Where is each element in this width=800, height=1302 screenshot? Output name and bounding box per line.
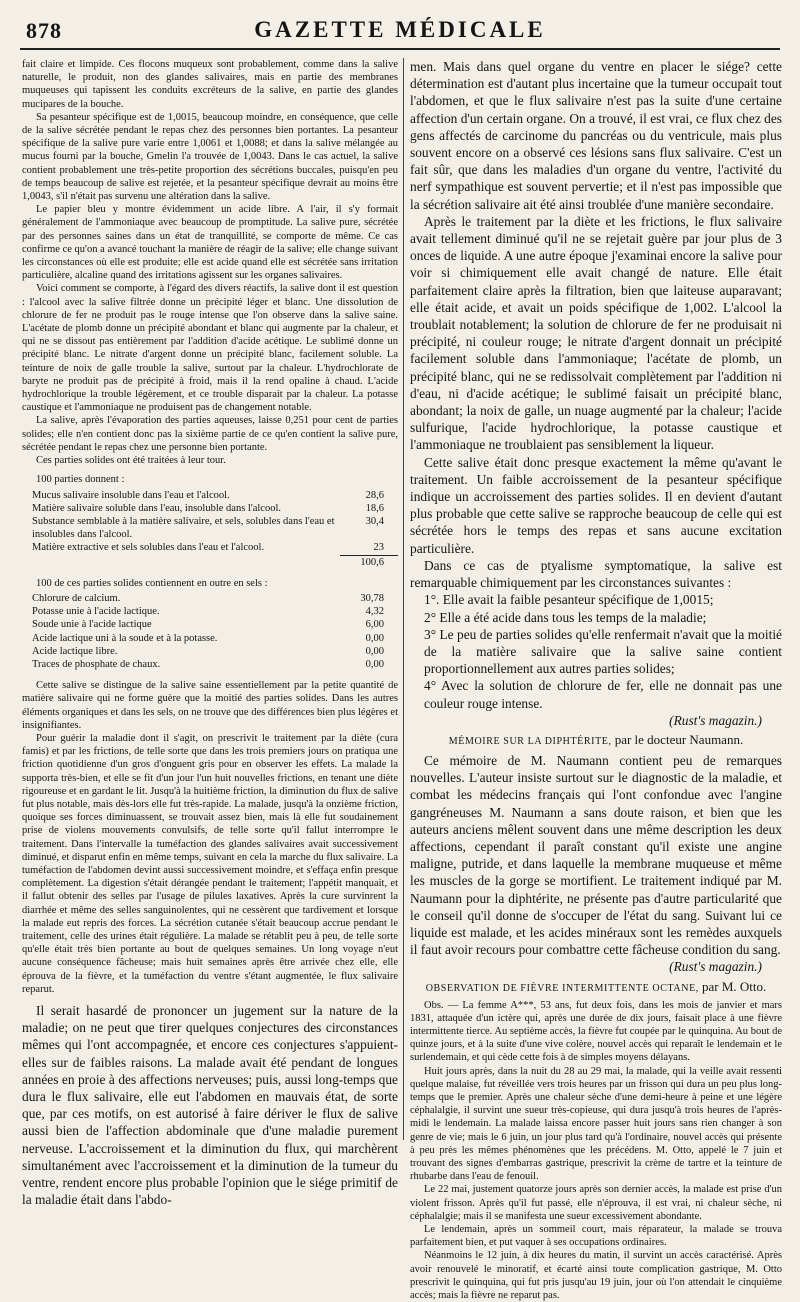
journal-title: GAZETTE MÉDICALE <box>254 17 546 42</box>
paragraph: Néanmoins le 12 juin, à dix heures du matin, il survint un accès caractérisé. Après avoir renouvelé le minoratif, et écarté ainsi toute complication gastrique, M. Otto prescrivit le quinquina, qui fut pris jusqu'au 19 juin, jour où l'on attendait le cinquième accès; mais la fièvre ne reparut pas. <box>410 1250 782 1302</box>
table-row: Traces de phosphate de chaux. 0,00 <box>32 658 384 670</box>
right-column <box>410 58 782 1302</box>
paragraph: Cette salive se distingue de la salive saine essentiellement par la petite quantité de matière salivaire qui ne forme guère que la moitié des parties solides. Dans les autres éléments organiques et dans les sels, on ne trouve que des différences bien plus légères et insignifiantes. <box>22 680 398 731</box>
paragraph: fait claire et limpide. Ces flocons muqueux sont probablement, comme dans la salive naturelle, le produit, non des glandes salivaires, mais en partie des membranes muqueuses qui tapissent les conduits excréteurs de la salive, en partie des glandes mucipares de la bouche. <box>22 59 398 110</box>
section-author: par M. Otto. <box>702 978 767 994</box>
column-divider <box>403 58 404 1140</box>
paragraph: Il serait hasardé de prononcer un jugement sur la nature de la maladie; on ne peut que tirer quelques conjectures des circonstances mêmes qui l'ont accompagnée, et encore ces conjectures s'appuient-elles sur de faibles raisons. La malade avait été pendant de longues années en proie à des affections nerveuses; puis, aussi long-temps que dura le flux salivaire, elle eut l'abdomen en mauvais état, de sorte que, par ces motifs, on est autorisé à faire dériver le flux de salive aussi bien de l'affection abdominale que d'une maladie purement nerveuse. L'accroissement et la diminution du flux, qui marchèrent simultanément avec l'accroissement et la diminution de la tumeur du ventre, rendent encore plus probable l'opinion que le siége primitif de la maladie était dans l'abdo- <box>22 1003 398 1208</box>
table-row: Acide lactique uni à la soude et à la potasse. 0,00 <box>32 632 384 644</box>
section-author: par le docteur Naumann. <box>614 731 744 747</box>
composition-table <box>22 489 398 569</box>
table-title: 100 parties donnent : <box>36 474 125 486</box>
paragraph: Ce mémoire de M. Naumann contient peu de remarques nouvelles. L'auteur insiste surtout sur le diagnostic de la maladie, et combat les médecins français qui l'ont confondue avec l'angine gangréneuses M. Naumann a sans doute raison, et bien que les auteurs anciens mêlent souvent dans une même description les deux affections, cependant il paraît constant qu'il existe une angine maligne, putride, et dans laquelle la membrane muqueuse et même les muscles de la gorge se mortifient. Le traitement indiqué par M. Naumann pour la diphtérite, ne présente pas d'autre particularité que le conseil qu'il donne de s'occuper de l'état du sang. Suivant lui ce liquide est malade, et les acides minéraux sont les remèdes auxquels il faut avoir recours pour combattre cette fâcheuse condition du sang. <box>410 752 782 958</box>
paragraph: Cette salive était donc presque exactement la même qu'avant le traitement. Un faible accroissement de la pesanteur spécifique indique un accroissement des parties solides. Il en devient d'autant plus probable que cette salive se rapproche beaucoup de celle qui est sécrétée hors le temps des repas et sans aucune excitation particulière. <box>410 454 782 556</box>
list-item: 4° Avec la solution de chlorure de fer, elle ne donnait pas une couleur rouge intense. <box>424 678 782 711</box>
source-citation: (Rust's magazin.) <box>669 712 762 728</box>
table-row: Soude unie à l'acide lactique 6,00 <box>32 619 384 631</box>
left-column <box>22 58 398 1208</box>
paragraph: men. Mais dans quel organe du ventre en placer le siége? cette détermination est d'autant plus incertaine que la tumeur occupait tout l'abdomen, et que le flux salivaire n'est pas la suite d'une certaine affection d'un certain organe. On a trouvé, il est vrai, ce flux chez des gens affectés de carcinome du pancréas ou du ventricule, mais plus souvent encore on a observé ces lésions sans flux salivaire. C'est un fait sûr, que dans les maladies d'un organe du ventre, l'activité du nerf sympathique est souvent pervertie; et il n'est pas impossible que la sécrétion salivaire ait été ainsi troublée d'une manière secondaire. <box>410 59 782 212</box>
source-citation: (Rust's magazin.) <box>669 959 762 975</box>
paragraph: Voici comment se comporte, à l'égard des divers réactifs, la salive dont il est question : l'alcool avec la salive filtrée donne un précipité léger et blanc. Une dissolution de chlorure de fer ne produit pas le rouge intense que l'on observe dans la salive saine. L'acétate de plomb donne un précipité abondant et blanc qui augmente par la chaleur, et qui ne se dissout pas entièrement par l'addition d'acide acétique. Le sublimé donne un précipité blanc. Le nitrate d'argent donne un précipité blanc, facilement soluble. La teinture de noix de galle trouble la salive, surtout par la chaleur. L'hydrochlorate de baryte ne produit pas de précipité à froid, mais il la rend opaline à chaud. L'acide hydrochlorique la trouble légèrement, et ce trouble disparait par la chaleur. La potasse caustique et l'ammoniaque ne produisent pas de changement notable. <box>22 283 398 414</box>
section-title: OBSERVATION DE FIÈVRE INTERMITTENTE OCTANE, <box>425 982 699 994</box>
paragraph: Dans ce cas de ptyalisme symptomatique, la salive est remarquable chimiquement par les circonstances suivantes : <box>410 557 782 591</box>
paragraph: Huit jours après, dans la nuit du 28 au 29 mai, la malade, qui la veille avait ressenti quelque malaise, fut réveillée vers trois heures par un frisson qui dura un peu plus long-temps que le premier. Après une chaleur sèche d'une demi-heure à peine et une légère céphalalgie, il survint une sueur très-copieuse, qui dura jusqu'à trois heures de l'après-midi le lendemain. La malade laissa encore passer huit jours sans rien changer à son genre de vie; mais le 6 juin, un jour plus tard qu'à l'ordinaire, nouvel accès qui présente à peu près les mêmes phénomènes que les précédens. M. Otto, appelé le 7 juin et trouvant des signes d'embarras gastrique, prescrivit la crème de tartre et la teinture de rhubarbe dans l'eau de fenouil. <box>410 1065 782 1183</box>
section-heading <box>410 980 782 996</box>
section-heading <box>410 733 782 749</box>
table-total-row: 100,6 <box>22 555 398 569</box>
table-row: Substance semblable à la matière salivaire, et sels, solubles dans l'eau et insolubles dans l'alcool. 30,4 <box>32 515 384 541</box>
paragraph: Le lendemain, après un sommeil court, mais réparateur, la malade se trouva parfaitement bien, et put vaquer à ses occupations ordinaires. <box>410 1224 782 1249</box>
findings-list <box>410 591 782 711</box>
page-header <box>20 10 780 50</box>
section-title: MÉMOIRE SUR LA DIPHTÉRITE, <box>448 735 612 747</box>
table-row: Acide lactique libre. 0,00 <box>32 645 384 657</box>
paragraph: Le papier bleu y montre évidemment un acide libre. A l'air, il s'y formait généralement de l'ammoniaque avec beaucoup de promptitude. La salive pure, sécrétée par des personnes saines dans un état de tranquillité, se comporte de même. Ce cas confirme ce qu'on a avancé touchant la manière de réagir de la salive; elle change suivant les circonstances où elle est produite; elle est acide quand elle est sécrétée sans irritation particulière, alcaline quand des irritations agissent sur les organes salivaires. <box>22 204 398 282</box>
paragraph: Le 22 mai, justement quatorze jours après son dernier accès, la malade est prise d'un violent frisson. Après qu'il fut passé, elle n'éprouva, il est vrai, ni chaleur sèche, ni céphalalgie; mais il se manifesta une sueur excessivement abondante. <box>410 1184 782 1222</box>
paragraph: Après le traitement par la diète et les frictions, le flux salivaire avait tellement diminué qu'il ne se rejetait guère par jour plus de 3 onces de liquide. A une autre époque j'examinai encore la salive pour voir si chimiquement elle avait changé de nature. Elle était parfaitement claire après la filtration, bien que laiteuse auparavant; elle était acide, et avait un poids spécifique de 1,002. L'alcool la troublait notablement; la solution de chlorure de fer ne produisait ni précipité, ni couleur rouge; le nitrate d'argent donnait un précipité facilement soluble dans l'ammoniaque; l'acétate de plomb, un précipité blanc, qui ne se redissolvait complètement par l'addition ni d'eau, ni d'acide acétique; le sublimé faisait un précipité blanc, abondant; la noix de galle, un nuage augmenté par la chaleur; l'acide sulfurique, l'acide hydrochlorique, la potasse caustique et l'ammoniaque ne troublaient pas sensiblement la liqueur. <box>410 213 782 453</box>
table-row: Chlorure de calcium. 30,78 <box>32 592 384 604</box>
table-title: 100 de ces parties solides contiennent en outre en sels : <box>36 577 268 589</box>
table-row: Potasse unie à l'acide lactique. 4,32 <box>32 606 384 618</box>
table-row: Mucus salivaire insoluble dans l'eau et l'alcool. 28,6 <box>32 489 384 501</box>
paragraph: Obs. — La femme A***, 53 ans, fut deux fois, dans les mois de janvier et mars 1831, attaquée d'un ictère qui, après une durée de dix jours, faisait place à une fièvre intermittente tierce. Au septième accès, la fièvre fut coupée par le quinquina. Au bout de quinze jours, et à la suite d'une vive colère, nouvel accès qui reparaît le lendemain et le surlendemain, et qui cède cette fois à de simples moyens délayans. <box>410 999 782 1064</box>
paragraph: Pour guérir la maladie dont il s'agit, on prescrivit le traitement par la diète (cura famis) et par les frictions, de telle sorte que dans les trois premiers jours on pratiqua une friction quotidienne d'un gros d'onguent gris pour en observer les effets. La malade la supporta très-bien, et elle se fit d'un jour l'un huit nouvelles frictions, en tenant une diète rigoureuse et en gardant le lit. Jusqu'à la huitième friction, la diminution du flux de salive fut plus notable, mais dès-lors elle fut très-rapide. La malade, jusqu'à la onzième friction, quoique ses forces diminuassent, se trouvait assez bien, mais là elle fut soudainement prise de violens mouvements convulsifs, de telle sorte qu'il fallut interrompre le traitement. Dans l'intervalle la tuméfaction des glandes salivaires avait successivement diminué, et disparut enfin en même temps, suivant en cela la marche du flux salivaire. La tuméfaction de l'abdomen devint aussi successivement moindre, et s'effaça enfin presque complètement. La digestion s'était dérangée pendant le traitement; l'appétit manquait, et il fallut obtenir des selles par l'usage de pilules laxatives. Après la cure survinrent la diarrhée et même des selles sanguinolentes, qui ne cessèrent que tardivement et lorsque la malade eut repris des forces. La sécrétion cutanée s'était beaucoup accrue pendant le traitement, celle des urines était régulière. La malade se rétablit peu à peu, de telle sorte qu'elle était très bien portante au bout de quelques semaines. Un long voyage n'eut aucune conséquence fâcheuse; mais huit semaines après être arrivée chez elle, elle éprouva de la fièvre, et la tuméfaction du ventre s'étant augmentée, le flux salivaire reparut. <box>22 732 398 995</box>
text-columns <box>22 58 782 1302</box>
paragraph: Ces parties solides ont été traitées à leur tour. <box>36 455 226 467</box>
salts-table <box>22 592 398 671</box>
list-item: 2° Elle a été acide dans tous les temps de la maladie; <box>424 609 707 625</box>
table-row: Matière extractive et sels solubles dans l'eau et l'alcool. 23 <box>32 542 384 554</box>
list-item: 3° Le peu de parties solides qu'elle renfermait n'avait que la moitié de la matière salivaire que la salive saine contient proportionnellement aux autres parties solides; <box>424 626 782 677</box>
table-row: Matière salivaire soluble dans l'eau, insoluble dans l'alcool. 18,6 <box>32 502 384 514</box>
list-item: 1°. Elle avait la faible pesanteur spécifique de 1,0015; <box>424 592 714 608</box>
paragraph: La salive, après l'évaporation des parties aqueuses, laisse 0,251 pour cent de parties solides; elle n'en contient donc pas la sixième partie de ce qu'en contient la salive pure, sécrétée pendant le repas chez une personne bien portante. <box>22 415 398 453</box>
page-number: 878 <box>26 18 62 43</box>
paragraph: Sa pesanteur spécifique est de 1,0015, beaucoup moindre, en conséquence, que celle de la salive sécrétée pendant le repas chez des personnes bien portantes. La pesanteur spécifique de la salive pure varie entre 1,0061 et 1,0088; et dans la salive mélangée au mucus fourni par la bouche, Gmelin l'a trouvée de 1,0043. Dans le cas actuel, la salive contient probablement une très-petite proportion des sécrétions buccales, puisqu'en peu de temps beaucoup de salive est rejetée, et la pesanteur spécifique devrait au moins être 1,0043, s'il n'était pas survenu une altération dans la salive. <box>22 111 398 203</box>
